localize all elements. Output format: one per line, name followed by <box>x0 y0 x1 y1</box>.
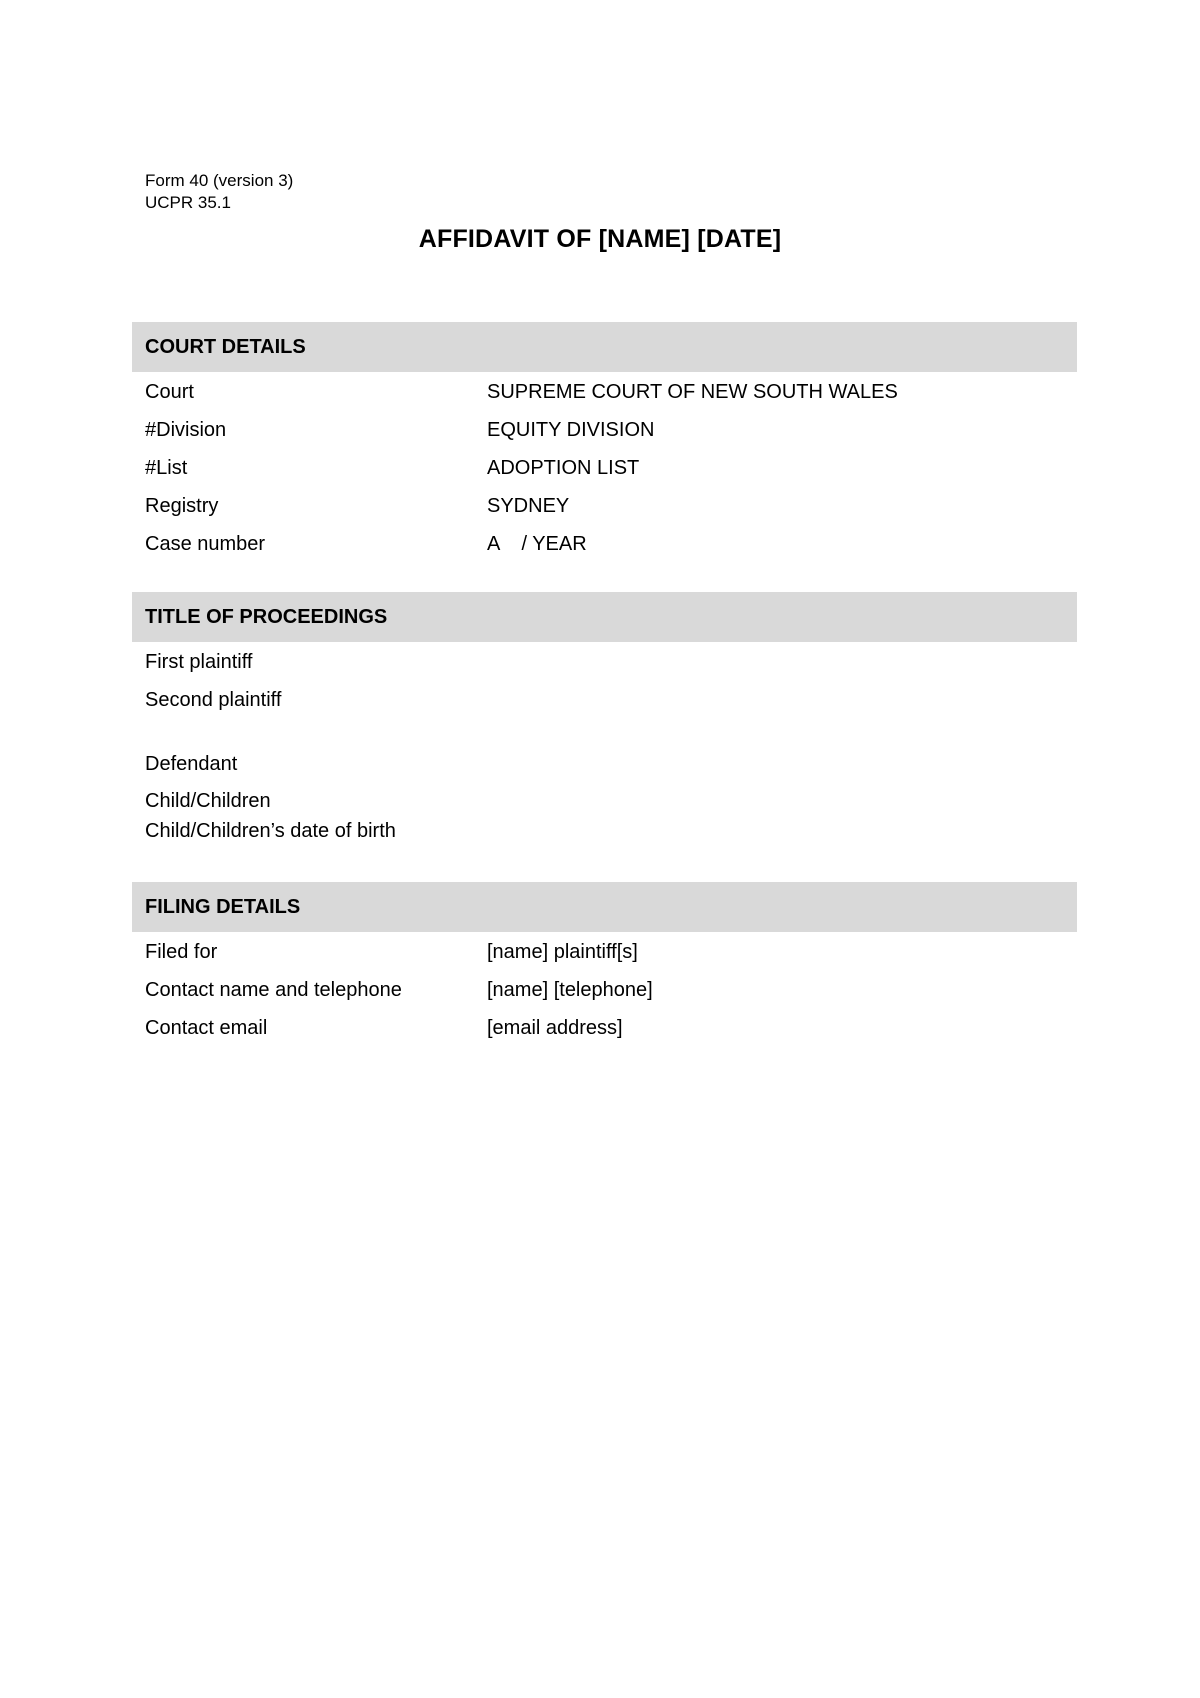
field-label: Child/Children’s date of birth <box>145 820 396 842</box>
field-label: Filed for <box>145 941 218 963</box>
field-value: EQUITY DIVISION <box>487 419 655 441</box>
court-details-row <box>145 453 1075 483</box>
court-details-row <box>145 491 1075 521</box>
filing-details-row <box>145 975 1075 1005</box>
field-value: SYDNEY <box>487 495 570 517</box>
court-details-row <box>145 415 1075 445</box>
court-details-row <box>145 377 1075 407</box>
proceedings-row <box>145 816 1075 846</box>
field-label: #Division <box>145 419 227 441</box>
field-label: Contact name and telephone <box>145 979 402 1001</box>
form-reference <box>145 170 293 214</box>
field-value: SUPREME COURT OF NEW SOUTH WALES <box>487 381 898 403</box>
field-value: A / YEAR <box>487 533 587 555</box>
field-label: Case number <box>145 533 266 555</box>
proceedings-row <box>145 647 1075 677</box>
field-label: Second plaintiff <box>145 689 282 711</box>
section-header-filing-details: FILING DETAILS <box>132 882 1077 932</box>
field-value: [name] plaintiff[s] <box>487 941 638 963</box>
proceedings-row <box>145 685 1075 715</box>
filing-details-row <box>145 937 1075 967</box>
field-label: #List <box>145 457 188 479</box>
court-details-row <box>145 529 1075 559</box>
field-label: Court <box>145 381 194 403</box>
form-rule: UCPR 35.1 <box>145 193 231 212</box>
field-label: Registry <box>145 495 219 517</box>
document-title: AFFIDAVIT OF [NAME] [DATE] <box>418 225 782 253</box>
field-label: First plaintiff <box>145 651 253 673</box>
field-value: [email address] <box>487 1017 623 1039</box>
field-value: [name] [telephone] <box>487 979 653 1001</box>
field-label: Contact email <box>145 1017 268 1039</box>
filing-details-row <box>145 1013 1075 1043</box>
proceedings-row <box>145 786 1075 816</box>
field-label: Defendant <box>145 753 238 775</box>
field-value: ADOPTION LIST <box>487 457 640 479</box>
proceedings-row <box>145 749 1075 779</box>
form-number: Form 40 (version 3) <box>145 171 294 190</box>
section-header-title-of-proceedings: TITLE OF PROCEEDINGS <box>132 592 1077 642</box>
field-label: Child/Children <box>145 790 271 812</box>
section-header-court-details: COURT DETAILS <box>132 322 1077 372</box>
